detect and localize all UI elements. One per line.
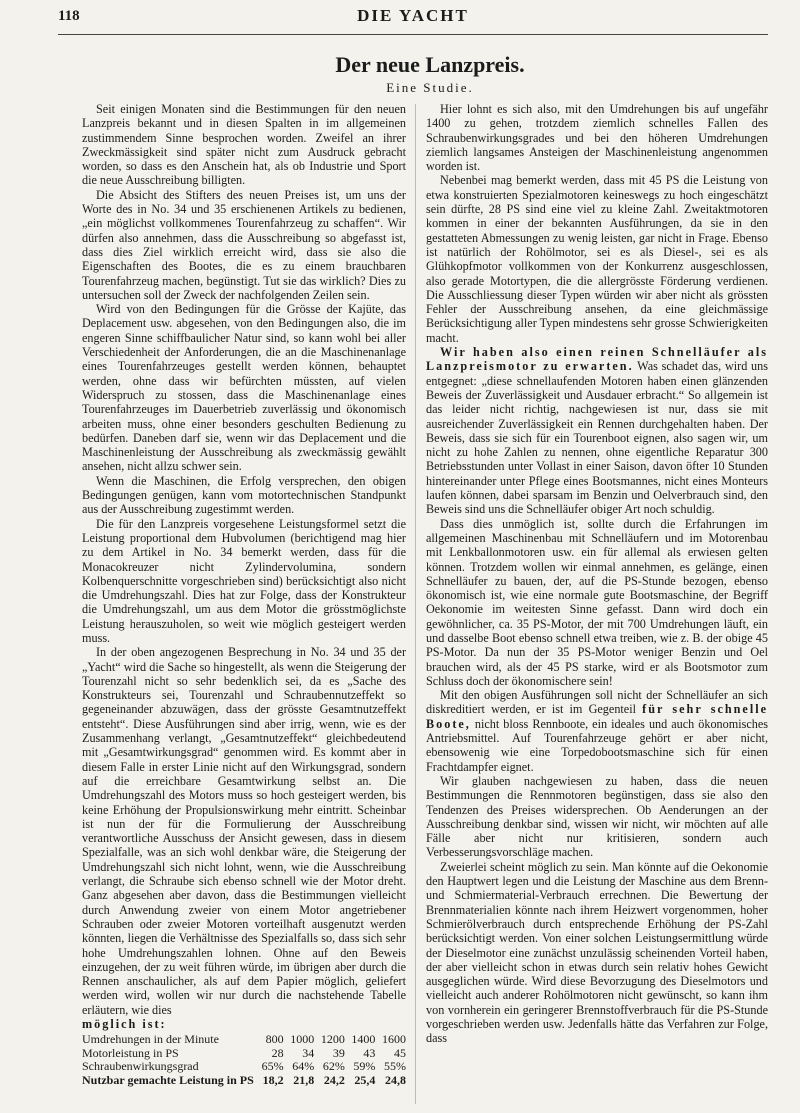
table-row	[82, 1047, 406, 1061]
paragraph-tail: möglich ist:	[82, 1017, 167, 1031]
row-label: Schraubenwirkungsgrad	[82, 1059, 199, 1074]
table-row	[82, 1060, 406, 1074]
paragraph: Nebenbei mag bemerkt werden, dass mit 45 PS die Leistung von etwa konstruierten Spezialmotoren keineswegs zu hoch eingeschätzt sein dürfte, 28 PS sind eine viel zu kleine Zahl. Zweitaktmotoren kommen in einer der bekannten Ausführungen, da sie in den gestatteten Abmessungen zu wenig leisten, gar nicht in Frage. Ebenso ist natürlich der Rohölmotor, sei es als Diesel-, sei es als Glühkopfmotor vollkommen von der Konkurrenz ausgeschlossen, also gerade Motortypen, die die allergrösste Förderung verdienen. Die Ausschliessung dieser Typen würden wir aber nicht als grössten Fehler der Ausschreibung ansehen, da eine gleichmässige Berücksichtigung aller Typen mindestens sehr grosse Schwierigkeiten macht.	[426, 173, 768, 345]
paragraph: Hier lohnt es sich also, mit den Umdrehungen bis auf ungefähr 1400 zu gehen, trotzdem ziemlich schnelles Fallen des Schraubenwirkungsgrades und bei den höheren Umdrehungen ziemlich langsames Ansteigen der Maschinenleistung angenommen worden ist.	[426, 102, 768, 174]
table-cell: 55%	[384, 1059, 406, 1074]
paragraph: Zweierlei scheint möglich zu sein. Man könnte auf die Oekonomie den Hauptwert legen und die Leistung der Maschine aus dem Brenn- und Schmiermaterial-Verbrauch errechnen. Die Bewertung der Brennmaterialien könnte nach ihrem Heizwert vorgenommen, hoher Schmierölverbrauch durch entsprechende Erhöhung der PS-Zahl berücksichtigt werden. Von einer solchen Leistungsermittlung würde der Dieselmotor eine zunächst unzulässig scheinenden Vorteil haben, der aber vielleicht schon in etwas durch sein relativ hohes Gewicht ausgeglichen würde. Wird diese Bevorzugung des Dieselmotors und vielleicht auch anderer Rohölmotoren nicht gewünscht, so kann ihm von vornherein ein geringerer Brennstoffverbrauch für die PS-Stunde vorgeschrieben werden usw. Jedenfalls hätte das Verfahren zur Folge, dass	[426, 859, 768, 1046]
table-cell: 45	[394, 1045, 406, 1060]
paragraph-text: Mit den obigen Ausführungen soll nicht der Schnelläufer an sich diskreditiert werden, er ist im Gegenteil	[426, 688, 768, 717]
paragraph-text: Was schadet das, wird uns entgegnet: „diese schnellaufenden Motoren haben einen glänzenden Beweis der Zuverlässigkeit und Ausdauer erbracht.“ So allgemein ist das leider nicht richtig, nachgewiesen ist nur, dass sie mit ausreichender Zuverlässigkeit ein Rennen durchgehalten haben. Der Beweis, dass sie sich für ein Tourenboot eignen, also sagen wir, um nicht zu hohe Zahlen zu nennen, ohne eigentliche Reparatur 300 Betriebsstunden unter Vollast in einer Saison, davon öfter 10 Stunden hintereinander unter Pflege eines Bootsmannes, nicht eines Monteurs laufen können, dabei sparsam im Benzin und Oelverbrauch sind, den Beweis sind uns die Schnelläufer obiger Art noch schuldig.	[426, 359, 768, 517]
row-label: Umdrehungen in der Minute	[82, 1032, 219, 1047]
column-divider	[415, 104, 416, 1104]
header-rule	[58, 34, 768, 35]
emphasis-text: Wir haben also einen reinen Schnelläufer als Lanzpreismotor zu erwarten.	[426, 345, 768, 374]
table-cell: 24,8	[385, 1073, 406, 1088]
paragraph: Wenn die Maschinen, die Erfolg versprechen, den obigen Bedingungen genügen, kann vom motortechnischen Standpunkt aus der Ausschreibung zugestimmt werden.	[82, 473, 406, 517]
table-cell: 34	[302, 1045, 315, 1060]
table-cell: 28	[271, 1045, 284, 1060]
table-cell: 39	[332, 1045, 345, 1060]
table-cell: 1600	[382, 1032, 406, 1047]
paragraph	[426, 345, 768, 517]
paragraph: Seit einigen Monaten sind die Bestimmungen für den neuen Lanzpreis bekannt und in diesen Spalten in im allgemeinen zustimmendem Sinne besprochen worden. Zweifel an ihrer Zweckmässigkeit sind später nicht zum Ausdruck gebracht worden, so dass es den Anschein hat, als ob Industrie und Sport die neue Ausschreibung billigten.	[82, 102, 406, 188]
row-label: Motorleistung in PS	[82, 1045, 179, 1060]
table-cell: 64%	[292, 1059, 315, 1074]
performance-table	[82, 1033, 406, 1087]
table-row	[82, 1074, 406, 1088]
paragraph: Die für den Lanzpreis vorgesehene Leistungsformel setzt die Leistung proportional dem Hubvolumen (berichtigend mag hier zu dem Artikel in No. 34 bemerkt werden, dass für die Monacokreuzer nicht Zylindervolumina, sondern Kolbenquerschnitte vorgeschrieben sind) berücksichtigt also nicht die Umdrehungszahl. Dies hat zur Folge, dass der Konstrukteur die Umdrehungszahl, um aus dem Motor die grösstmöglichste Leistung herauszuholen, so weit wie möglich gesteigert werden muss.	[82, 516, 406, 645]
table-cell: 1000	[290, 1032, 315, 1047]
table-cell: 59%	[353, 1059, 376, 1074]
paragraph: Die Absicht des Stifters des neuen Preises ist, um uns der Worte des in No. 34 und 35 erschienenen Artikels zu bedienen, „ein möglichst vollkommenes Tourenfahrzeug zu schaffen“. Wir dürfen also annehmen, dass die Ausschreibung so abgefasst ist, dass dies Ziel wirklich erreicht wird, dass sie also die Eigenschaften des Bootes, die es zu einem brauchbaren Tourenfahrzeug machen, begünstigt. Tut sie das wirklich? Dies zu untersuchen soll der Zweck der nachfolgenden Zeilen sein.	[82, 187, 406, 302]
table-cell: 800	[265, 1032, 284, 1047]
article-title: Der neue Lanzpreis.	[335, 52, 525, 77]
paragraph: Wird von den Bedingungen für die Grösse der Kajüte, das Deplacement usw. abgesehen, von den Bedingungen also, die im engeren Sinne schiffbaulicher Natur sind, so kann wohl bei aller Verschiedenheit der Anforderungen, die an die Maschinenanlage eines Tourenfahrzeuges gestellt werden können, behauptet werden, ohne dass wir befürchten müssten, auf vielen Widerspruch zu stossen, dass die Maschinenanlage eines Tourenfahrzeuges im Dauerbetrieb zuverlässig und ökonomisch arbeiten muss, ohne einer besonders geschulten Bedienung zu bedürfen. Daneben darf sie, wenn wir das Deplacement und die Maschinenleistung der Ausschreibung als zweckmässig gewählt ansehen, nicht allzu schwer sein.	[82, 302, 406, 474]
paragraph: Wir glauben nachgewiesen zu haben, dass die neuen Bestimmungen die Rennmotoren begünstigen, dass sie also den Tendenzen des Preises widersprechen. Ob Aenderungen an der Ausschreibung denkbar sind, wissen wir nicht, wir möchten auf alle Fälle aber nicht nur kritisieren, sondern auch Verbesserungsvorschläge machen.	[426, 773, 768, 860]
paragraph: In der oben angezogenen Besprechung in No. 34 und 35 der „Yacht“ wird die Sache so hingestellt, als wenn die Steigerung der Tourenzahl nicht so sehr bedenklich sei, da es „Sache des Konstrukteurs sei, Tourenzahl und Schraubennutzeffekt so gegeneinander abzuwägen, dass der grösste Gesamtnutzeffekt entsteht“. Diese Ausführungen sind aber irrig, wenn, wie es der Zusammenhang verlangt, „Gesamtnutzeffekt“ gleichbedeutend mit „Gesamtwirkungsgrad“ genommen wird. Es kommt aber in diesem Falle in erster Linie nicht auf den Wirkungsgrad, sondern auf die erreichbare Gesamtwirkung selbst an. Die Umdrehungszahl des Motors muss so hoch gesteigert werden, bis keine Erhöhung der Propulsionswirkung mehr eintritt. Scheinbar ist nun der für die Formulierung der Ausschreibung verantwortliche Ausschuss der Ansicht gewesen, dass in diesem Spezialfalle, was an sich wohl denkbar wäre, die Steigerung der Umdrehungszahl sich nicht lohnt, wenn, wie die Ausschreibung verlangt, die Schraube sich ebenso schnell wie der Motor dreht. Ganz abgesehen aber davon, dass die Bestimmungen vielleicht durch Anwendung zweier von einem Motor angetriebener Schrauben oder zweier Motoren vorteilhaft ausgenutzt werden könnten, liegen die Verhältnisse des Spezialfalls so, dass sich sehr hohe Umdrehungszahlen lohnen. Ohne auf den Beweis einzugehen, der zu weit führen würde, im übrigen aber durch die Rennen anschaulicher, als auf dem Papier möglich, geliefert werden wird, wollen wir nur durch die nachstehende Tabelle erläutern, wie dies	[82, 645, 406, 1017]
page-header	[58, 6, 768, 30]
paragraph	[426, 688, 768, 774]
paragraph-text: nicht bloss Rennboote, ein ideales und auch ökonomisches Antriebsmittel. Auf Tourenfahrzeuge gehört er aber nicht, ebensowenig wie eine Torpedobootsmaschine sich für einen Frachtdampfer eignet.	[426, 716, 768, 774]
table-row	[82, 1033, 406, 1047]
table-cell: 43	[363, 1045, 376, 1060]
table-cell: 24,2	[323, 1073, 345, 1088]
table-cell: 25,4	[354, 1073, 376, 1088]
table-cell: 1200	[320, 1032, 345, 1047]
table-cell: 18,2	[262, 1073, 284, 1088]
table-cell: 1400	[351, 1032, 376, 1047]
left-column	[82, 102, 406, 1088]
article-subtitle: Eine Studie.	[386, 80, 474, 95]
table-cell: 21,8	[293, 1073, 315, 1088]
paragraph: Dass dies unmöglich ist, sollte durch die Erfahrungen im allgemeinen Maschinenbau mit Schnelläufern und im Motorenbau mit Lenkballonmotoren usw. ein für allemal als erwiesen gelten können. Trotzdem wollen wir einmal annehmen, es gelänge, einen Schnelläufer zu bauen, der, auf die PS-Stunde bezogen, ebenso ökonomisch ist, wie eine normale gute Bootsmaschine, der Begriff Oekonomie im weitesten Sinne gefasst. Dann wird doch ein gewöhnlicher, ca. 35 PS-Motor, der mit 700 Umdrehungen läuft, ein und dasselbe Boot ebenso schnell etwa treiben, wie z. B. der obige 45 PS-Motor. Da nun der 35 PS-Motor weniger Benzin und Oel brauchen wird, als der 45 PS starke, wird er als Bootsmotor zum Schluss doch der ökonomischere sein!	[426, 516, 768, 688]
running-head: DIE YACHT	[357, 6, 469, 25]
emphasis-text: für sehr schnelle Boote,	[426, 702, 768, 731]
page-number: 118	[58, 8, 80, 24]
table-cell: 62%	[322, 1059, 345, 1074]
row-label: Nutzbar gemachte Leistung in PS	[82, 1073, 254, 1088]
right-column	[426, 102, 768, 1046]
table-cell: 65%	[261, 1059, 284, 1074]
